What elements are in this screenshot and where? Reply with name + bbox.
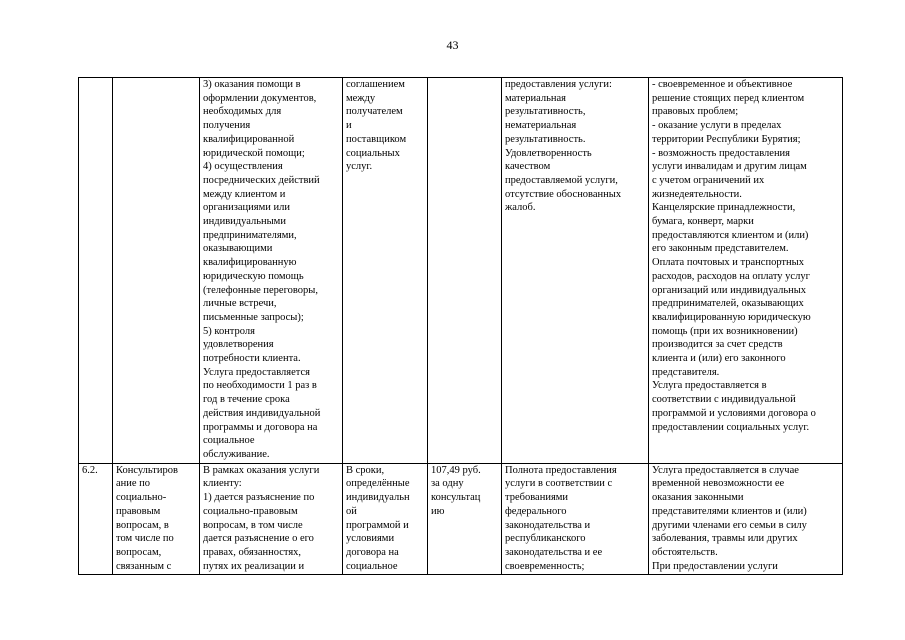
- text-line: 3) оказания помощи в: [203, 79, 301, 90]
- text-line: В сроки,: [346, 464, 385, 476]
- text-line: индивидуальными: [203, 216, 286, 228]
- cell-service-content: [200, 463, 343, 575]
- text-line: правовым: [116, 505, 161, 517]
- text-line: - оказание услуги в пределах: [652, 120, 782, 132]
- text-line: жизнедеятельности.: [652, 188, 742, 200]
- text-line: ой: [346, 505, 357, 517]
- text-line: предоставления услуги:: [505, 79, 612, 90]
- text-line: программой и: [346, 519, 409, 531]
- text-line: - возможность предоставления: [652, 147, 791, 159]
- text-line: по необходимости 1 раз в: [203, 380, 317, 392]
- text-line: услуги в соответствии с: [505, 478, 613, 490]
- table-row: [79, 463, 843, 575]
- text-line: организациями или: [203, 202, 290, 214]
- text-line: личные встречи,: [203, 298, 277, 310]
- text-line: 1) дается разъяснение по: [203, 492, 315, 504]
- text-line: за одну: [431, 478, 464, 490]
- text-line: бумага, конверт, марки: [652, 216, 754, 228]
- text-line: вопросам,: [116, 546, 162, 558]
- text-line: услуги инвалидам и другим лицам: [652, 161, 807, 173]
- cell-service-name: [113, 78, 200, 464]
- text-line: - своевременное и объективное: [652, 79, 793, 90]
- text-line: правах, обязанностях,: [203, 546, 302, 558]
- text-line: квалифицированную юридическую: [652, 311, 811, 323]
- text-line: клиенту:: [203, 478, 242, 490]
- text-line: ию: [431, 505, 445, 517]
- text-line: республиканского: [505, 533, 586, 545]
- text-line: между клиентом и: [203, 188, 286, 200]
- text-line: консультац: [431, 492, 481, 504]
- cell-service-name: [113, 463, 200, 575]
- page-number: 43: [446, 38, 459, 52]
- text-line: Канцелярские принадлежности,: [652, 202, 796, 214]
- text-line: другими членами его семьи в силу: [652, 519, 807, 531]
- cell-price: [428, 463, 502, 575]
- text-line: При предоставлении услуги: [652, 560, 778, 572]
- text-line: предоставляются клиентом и (или): [652, 229, 809, 241]
- text-line: 107,49 руб.: [431, 464, 481, 476]
- text-line: вопросам, в том числе: [203, 519, 303, 531]
- text-line: отсутствие обоснованных: [505, 188, 622, 200]
- text-line: услуг.: [346, 161, 373, 173]
- text-line: Полнота предоставления: [505, 464, 617, 476]
- text-line: программы и договора на: [203, 421, 318, 433]
- text-line: юридическую помощь: [203, 270, 304, 282]
- text-line: между: [346, 92, 376, 104]
- text-line: оказывающими: [203, 243, 273, 255]
- cell-quality-indicators: [502, 78, 649, 464]
- text-line: клиента и (или) его законного: [652, 353, 786, 365]
- text-line: предпринимателей, оказывающих: [652, 298, 804, 310]
- text-line: (телефонные переговоры,: [203, 284, 318, 296]
- text-line: Услуга предоставляется в: [652, 380, 767, 392]
- text-line: связанным с: [116, 560, 172, 572]
- text-line: жалоб.: [505, 202, 536, 214]
- table-row: [79, 78, 843, 464]
- text-line: расходов, расходов на оплату услуг: [652, 270, 810, 282]
- cell-conditions: [649, 463, 843, 575]
- text-line: удовлетворения: [203, 339, 274, 351]
- cell-terms: [343, 78, 428, 464]
- text-line: 4) осуществления: [203, 161, 283, 173]
- text-line: В рамках оказания услуги: [203, 464, 320, 476]
- text-line: помощь (при их возникновении): [652, 325, 798, 337]
- cell-terms: [343, 463, 428, 575]
- cell-quality-indicators: [502, 463, 649, 575]
- text-line: ание по: [116, 478, 151, 490]
- text-line: социально-: [116, 492, 167, 504]
- text-line: качеством: [505, 161, 551, 173]
- text-line: обслуживание.: [203, 448, 270, 460]
- text-line: нематериальная: [505, 120, 577, 132]
- text-line: письменные запросы);: [203, 311, 304, 323]
- text-line: федерального: [505, 505, 567, 517]
- text-line: социальное: [346, 560, 398, 572]
- text-line: квалифицированную: [203, 257, 297, 269]
- text-line: территории Республики Бурятия;: [652, 133, 801, 145]
- text-line: поставщиком: [346, 133, 407, 145]
- text-line: социальных: [346, 147, 400, 159]
- text-line: социально-правовым: [203, 505, 298, 517]
- text-line: соглашением: [346, 79, 405, 90]
- text-line: оказания законными: [652, 492, 744, 504]
- text-line: соответствии с индивидуальной: [652, 394, 796, 406]
- text-line: Оплата почтовых и транспортных: [652, 257, 804, 269]
- text-line: программой и условиями договора о: [652, 407, 816, 419]
- text-line: предоставляемой услуги,: [505, 174, 618, 186]
- text-line: результативность,: [505, 106, 586, 118]
- cell-number: [79, 78, 113, 464]
- text-line: временной невозможности ее: [652, 478, 785, 490]
- text-line: договора на: [346, 546, 399, 558]
- cell-number: [79, 463, 113, 575]
- text-line: организаций или индивидуальных: [652, 284, 807, 296]
- text-line: необходимых для: [203, 106, 282, 118]
- text-line: законодательства и ее: [505, 546, 603, 558]
- text-line: юридической помощи;: [203, 147, 305, 159]
- text-line: Удовлетворенность: [505, 147, 592, 159]
- text-line: социальное: [203, 435, 255, 447]
- text-line: Консультиров: [116, 464, 178, 476]
- text-line: действия индивидуальной: [203, 407, 321, 419]
- text-line: с учетом ограничений их: [652, 174, 765, 186]
- text-line: обстоятельств.: [652, 546, 718, 558]
- text-line: получения: [203, 120, 251, 132]
- text-line: решение стоящих перед клиентом: [652, 92, 805, 104]
- cell-conditions: [649, 78, 843, 464]
- text-line: 5) контроля: [203, 325, 255, 337]
- text-line: определённые: [346, 478, 410, 490]
- text-line: материальная: [505, 92, 566, 104]
- text-line: его законным представителем.: [652, 243, 789, 255]
- text-line: вопросам, в: [116, 519, 169, 531]
- text-line: требованиями: [505, 492, 569, 504]
- text-line: правовых проблем;: [652, 106, 739, 118]
- text-line: и: [346, 120, 352, 132]
- text-line: результативность.: [505, 133, 586, 145]
- text-line: потребности клиента.: [203, 353, 301, 365]
- text-line: получателем: [346, 106, 403, 118]
- text-line: посреднических действий: [203, 174, 320, 186]
- text-line: индивидуальн: [346, 492, 410, 504]
- text-line: представителями клиентов и (или): [652, 505, 807, 517]
- text-line: производится за счет средств: [652, 339, 783, 351]
- text-line: предоставлении социальных услуг.: [652, 421, 810, 433]
- text-line: Услуга предоставляется в случае: [652, 464, 799, 476]
- text-line: предпринимателями,: [203, 229, 297, 241]
- text-line: 6.2.: [82, 464, 98, 476]
- text-line: дается разъяснение о его: [203, 533, 314, 545]
- cell-price: [428, 78, 502, 464]
- text-line: своевременность;: [505, 560, 585, 572]
- text-line: законодательства и: [505, 519, 591, 531]
- text-line: квалифицированной: [203, 133, 295, 145]
- text-line: год в течение срока: [203, 394, 290, 406]
- services-table: [78, 77, 843, 575]
- text-line: заболевания, травмы или других: [652, 533, 798, 545]
- cell-service-content: [200, 78, 343, 464]
- text-line: оформлении документов,: [203, 92, 317, 104]
- text-line: путях их реализации и: [203, 560, 305, 572]
- text-line: представителя.: [652, 366, 720, 378]
- text-line: условиями: [346, 533, 395, 545]
- text-line: том числе по: [116, 533, 174, 545]
- text-line: Услуга предоставляется: [203, 366, 310, 378]
